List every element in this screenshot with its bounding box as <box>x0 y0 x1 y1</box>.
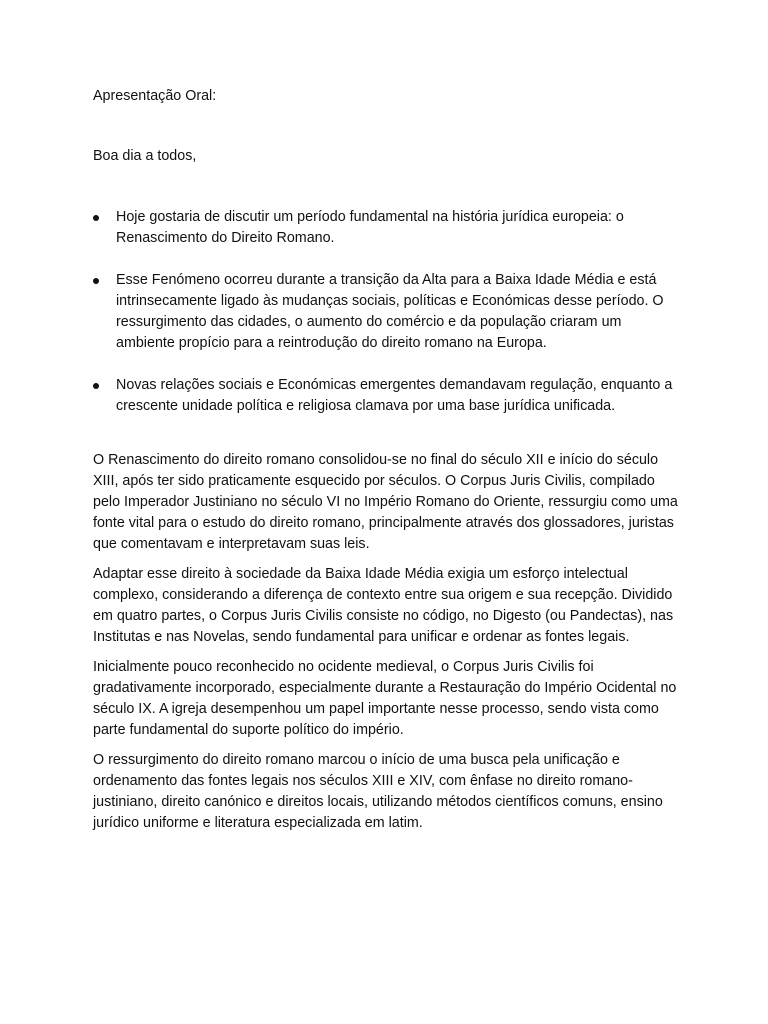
bullet-text: Novas relações sociais e Económicas emergentes demandavam regulação, enquanto a crescente unidade política e religiosa clamava por uma base jurídica unificada. <box>116 377 673 414</box>
bullet-list <box>93 207 683 417</box>
bullet-item <box>93 270 683 354</box>
document-page <box>93 86 683 843</box>
body-paragraphs <box>93 450 683 834</box>
bullet-text: Hoje gostaria de discutir um período fundamental na história jurídica europeia: o Renascimento do Direito Romano. <box>116 209 624 246</box>
body-paragraph: Inicialmente pouco reconhecido no ocidente medieval, o Corpus Juris Civilis foi gradativamente incorporado, especialmente durante a Restauração do Império Ocidental no século IX. A igreja desempenhou um papel importante nesse processo, sendo vista como parte fundamental do suporte político do império. <box>93 659 677 738</box>
body-paragraph: Adaptar esse direito à sociedade da Baixa Idade Média exigia um esforço intelectual complexo, considerando a diferença de contexto entre sua origem e sua recepção. Dividido em quatro partes, o Corpus Juris Civilis consiste no código, no Digesto (ou Pandectas), nas Institutas e nas Novelas, sendo fundamental para unificar e ordenar as fontes legais. <box>93 566 674 645</box>
bullet-dot-icon <box>93 383 99 389</box>
bullet-item <box>93 207 683 249</box>
bullet-text: Esse Fenómeno ocorreu durante a transição da Alta para a Baixa Idade Média e está intrinsecamente ligado às mudanças sociais, políticas e Económicas desse período. O ressurgimento das cidades, o aumento do comércio e da população criaram um ambiente propício para a reintrodução do direito romano na Europa. <box>116 272 664 351</box>
bullet-dot-icon <box>93 215 99 221</box>
body-paragraph: O ressurgimento do direito romano marcou o início de uma busca pela unificação e ordenamento das fontes legais nos séculos XIII e XIV, com ênfase no direito romano-justiniano, direito canónico e direitos locais, utilizando métodos científicos comuns, ensino jurídico uniforme e literatura especializada em latim. <box>93 752 663 831</box>
document-heading: Apresentação Oral: <box>93 88 217 104</box>
body-paragraph: O Renascimento do direito romano consolidou-se no final do século XII e início do século XIII, após ter sido praticamente esquecido por séculos. O Corpus Juris Civilis, compilado pelo Imperador Justiniano no século VI no Império Romano do Oriente, ressurgiu como uma fonte vital para o estudo do direito romano, principalmente através dos glossadores, juristas que comentavam e interpretavam suas leis. <box>93 452 678 552</box>
bullet-dot-icon <box>93 278 99 284</box>
greeting-text: Boa dia a todos, <box>93 148 197 164</box>
bullet-item <box>93 375 683 417</box>
